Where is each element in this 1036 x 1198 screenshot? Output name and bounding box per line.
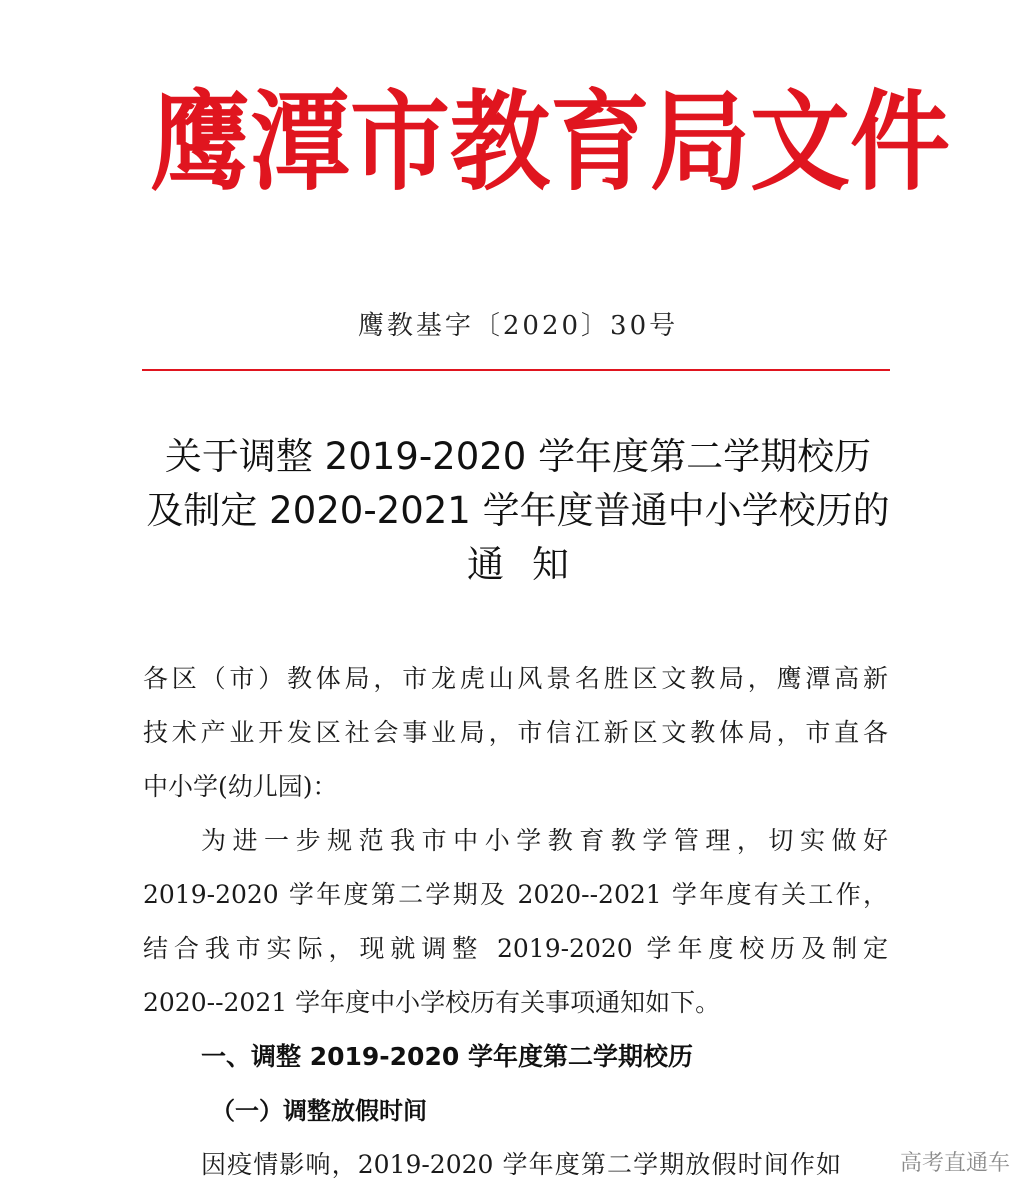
masthead-char: 教 — [450, 79, 550, 206]
document-body — [143, 652, 893, 1192]
title-line-2: 及制定 2020-2021 学年度普通中小学校历的 — [146, 489, 890, 532]
masthead-char: 育 — [550, 79, 650, 206]
watermark-text: 高考直通车 — [896, 1146, 1014, 1177]
masthead-char: 文 — [750, 79, 850, 206]
title-line-1: 关于调整 2019-2020 学年度第二学期校历 — [164, 435, 872, 478]
intro-line: 2020--2021 学年度中小学校历有关事项通知如下。 — [143, 988, 721, 1017]
recipients-line: 中小学(幼儿园)： — [143, 772, 338, 801]
intro-line: 2019-2020 学年度第二学期及 2020--2021 学年度有关工作， — [143, 880, 888, 909]
recipients-paragraph — [143, 652, 893, 814]
subsection-line: 因疫情影响，2019-2020 学年度第二学期放假时间作如 — [201, 1150, 841, 1179]
masthead-char: 局 — [650, 79, 750, 206]
subsection-heading: （一）调整放假时间 — [211, 1097, 427, 1125]
masthead-char: 潭 — [250, 79, 350, 206]
masthead-title — [150, 78, 950, 208]
masthead-char: 件 — [850, 79, 950, 206]
subsection-paragraph — [143, 1138, 893, 1192]
title-line-3: 通知 — [467, 543, 597, 586]
recipients-line: 技术产业开发区社会事业局，市信江新区文教体局，市直各 — [143, 718, 888, 747]
intro-paragraph — [143, 814, 893, 1030]
masthead-char: 鹰 — [150, 79, 250, 206]
intro-line: 为进一步规范我市中小学教育教学管理，切实做好 — [201, 826, 888, 855]
document-number: 鹰教基字〔2020〕30号 — [357, 311, 679, 341]
red-divider-line — [142, 369, 890, 371]
recipients-line: 各区（市）教体局，市龙虎山风景名胜区文教局，鹰潭高新 — [143, 664, 888, 693]
section-heading: 一、调整 2019-2020 学年度第二学期校历 — [201, 1042, 693, 1071]
masthead-char: 市 — [350, 79, 450, 206]
intro-line: 结合我市实际，现就调整 2019-2020 学年度校历及制定 — [143, 934, 888, 963]
notice-title — [120, 430, 916, 592]
